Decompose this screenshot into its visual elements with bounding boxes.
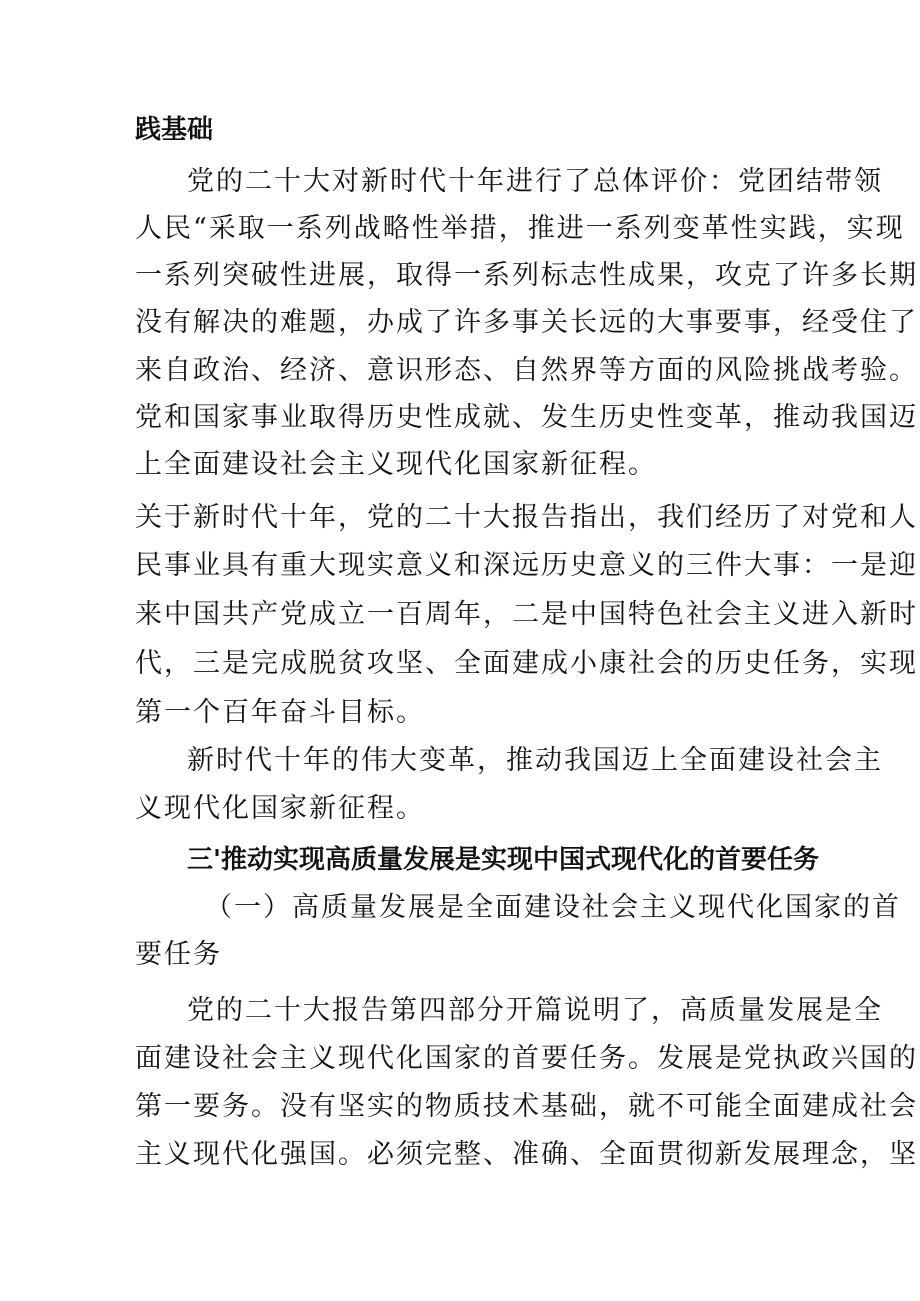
- section-heading: 三'推动实现高质量发展是实现中国式现代化的首要任务: [187, 845, 819, 875]
- paragraph-line: 新时代十年的伟大变革，推动我国迈上全面建设社会主: [187, 745, 883, 776]
- paragraph-line: 民事业具有重大现实意义和深远历史意义的三件大事：一是迎: [135, 550, 918, 581]
- paragraph-line: 没有解决的难题，办成了许多事关长远的大事要事，经受住了: [135, 307, 918, 338]
- paragraph-line: 面建设社会主义现代化国家的首要任务。发展是党执政兴国的: [135, 1043, 918, 1074]
- paragraph-line: 来中国共产党成立一百周年，二是中国特色社会主义进入新时: [135, 599, 918, 630]
- paragraph-line: 上全面建设社会主义现代化国家新征程。: [135, 449, 657, 480]
- paragraph-line: 一系列突破性进展，取得一系列标志性成果，攻克了许多长期: [135, 260, 918, 291]
- paragraph-line: 关于新时代十年，党的二十大报告指出，我们经历了对党和人: [135, 502, 918, 533]
- paragraph-line: 党的二十大对新时代十年进行了总体评价：党团结带领: [187, 166, 883, 197]
- paragraph-line: 人民“采取一系列战略性举措，推进一系列变革性实践，实现: [135, 213, 905, 244]
- paragraph-line: 来自政治、经济、意识形态、自然界等方面的风险挑战考验。: [135, 355, 918, 386]
- paragraph-line: 第一个百年奋斗目标。: [135, 697, 425, 728]
- paragraph-line: 党和国家事业取得历史性成就、发生历史性变革，推动我国迈: [135, 402, 918, 433]
- paragraph-line: 党的二十大报告第四部分开篇说明了，高质量发展是全: [187, 995, 883, 1026]
- paragraph-line: 代，三是完成脱贫攻坚、全面建成小康社会的历史任务，实现: [135, 648, 918, 679]
- paragraph-line: 义现代化国家新征程。: [135, 793, 425, 824]
- section-title-fragment: 践基础: [135, 115, 214, 145]
- subsection-heading: （一）高质量发展是全面建设社会主义现代化国家的首: [205, 892, 901, 923]
- paragraph-line: 第一要务。没有坚实的物质技术基础，就不可能全面建成社会: [135, 1091, 918, 1122]
- paragraph-line: 主义现代化强国。必须完整、准确、全面贯彻新发展理念，坚: [135, 1139, 918, 1170]
- subsection-heading-continued: 要任务: [135, 939, 222, 970]
